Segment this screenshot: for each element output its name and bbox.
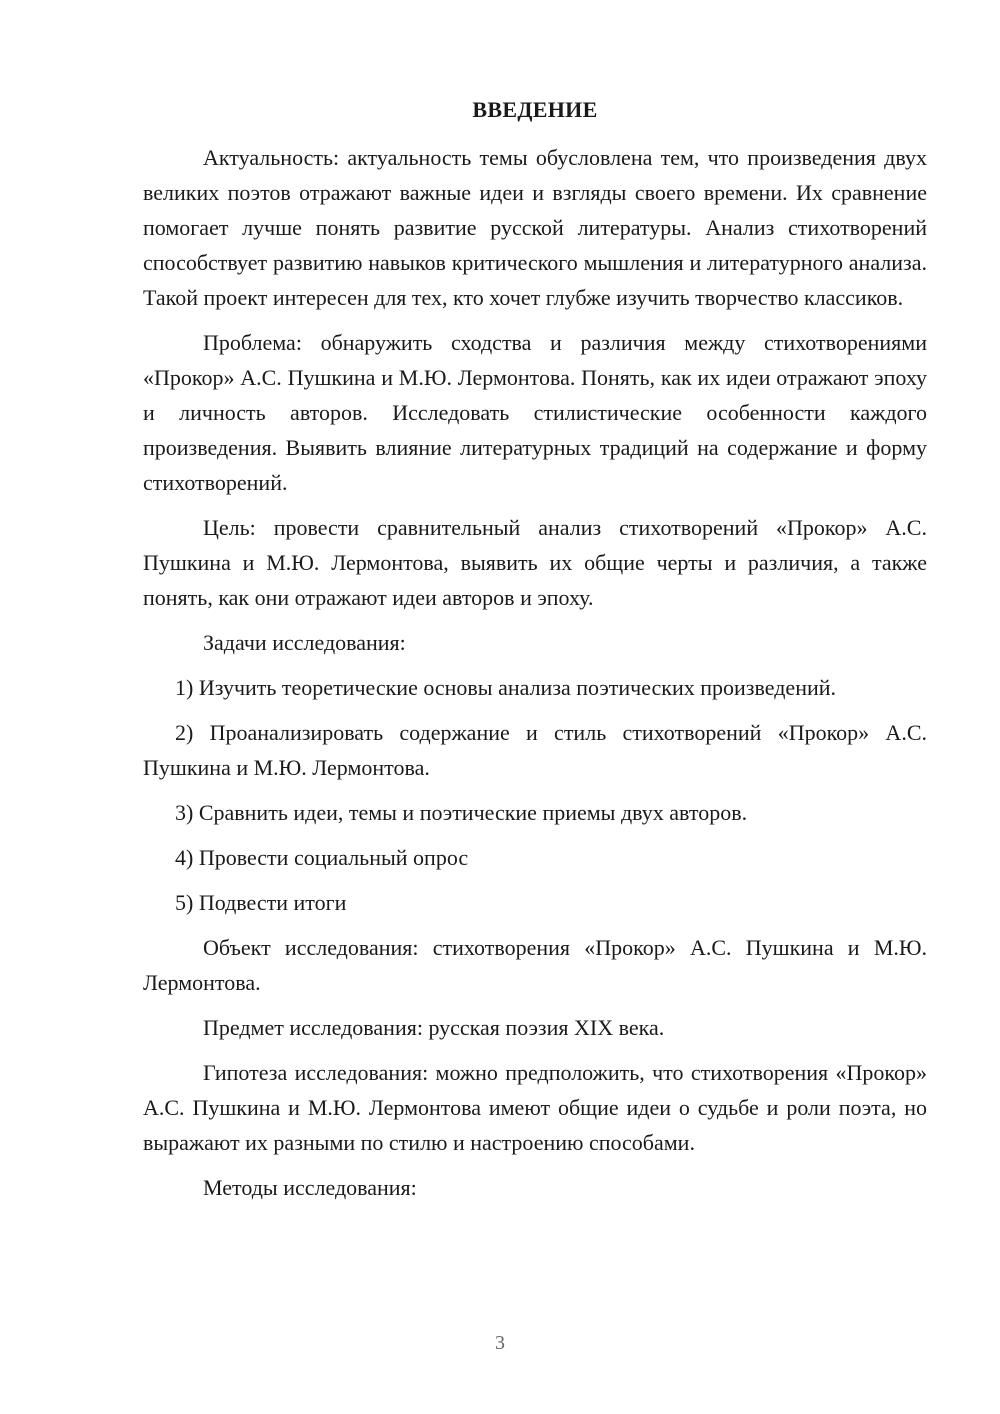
task-item-2: 2) Проанализировать содержание и стиль стихотворений «Прокор» А.С. Пушкина и М.Ю. Лермонтова. — [143, 720, 927, 780]
paragraph-problem: Проблема: обнаружить сходства и различия между стихотворениями «Прокор» А.С. Пушкина и М.Ю. Лермонтова. Понять, как их идеи отражают эпоху и личность авторов. Исследовать стилистические особенности каждого произведения. Выявить влияние литературных традиций на содержание и форму стихотворений. — [143, 330, 927, 495]
task-item-3: 3) Сравнить идеи, темы и поэтические приемы двух авторов. — [175, 800, 748, 825]
paragraph-relevance: Актуальность: актуальность темы обусловлена тем, что произведения двух великих поэтов отражают важные идеи и взгляды своего времени. Их сравнение помогает лучше понять развитие русской литературы. Анализ стихотворений способствует развитию навыков критического мышления и литературного анализа. Такой проект интересен для тех, кто хочет глубже изучить творчество классиков. — [143, 145, 927, 310]
paragraph-subject: Предмет исследования: русская поэзия XIX века. — [203, 1015, 665, 1040]
tasks-heading: Задачи исследования: — [203, 630, 406, 655]
task-item-4: 4) Провести социальный опрос — [175, 845, 469, 870]
page-number: 3 — [495, 1332, 505, 1354]
paragraph-object: Объект исследования: стихотворения «Прокор» А.С. Пушкина и М.Ю. Лермонтова. — [143, 935, 927, 995]
methods-heading: Методы исследования: — [203, 1175, 417, 1200]
paragraph-hypothesis: Гипотеза исследования: можно предположить, что стихотворения «Прокор» А.С. Пушкина и М.Ю. Лермонтова имеют общие идеи о судьбе и роли поэта, но выражают их разными по стилю и настроению способами. — [143, 1060, 927, 1155]
document-page — [143, 92, 927, 1215]
paragraph-goal: Цель: провести сравнительный анализ стихотворений «Прокор» А.С. Пушкина и М.Ю. Лермонтова, выявить их общие черты и различия, а также понять, как они отражают идеи авторов и эпоху. — [143, 515, 927, 610]
task-item-5: 5) Подвести итоги — [175, 890, 347, 915]
task-item-1: 1) Изучить теоретические основы анализа поэтических произведений. — [175, 675, 837, 700]
page-title: ВВЕДЕНИЕ — [472, 97, 598, 122]
